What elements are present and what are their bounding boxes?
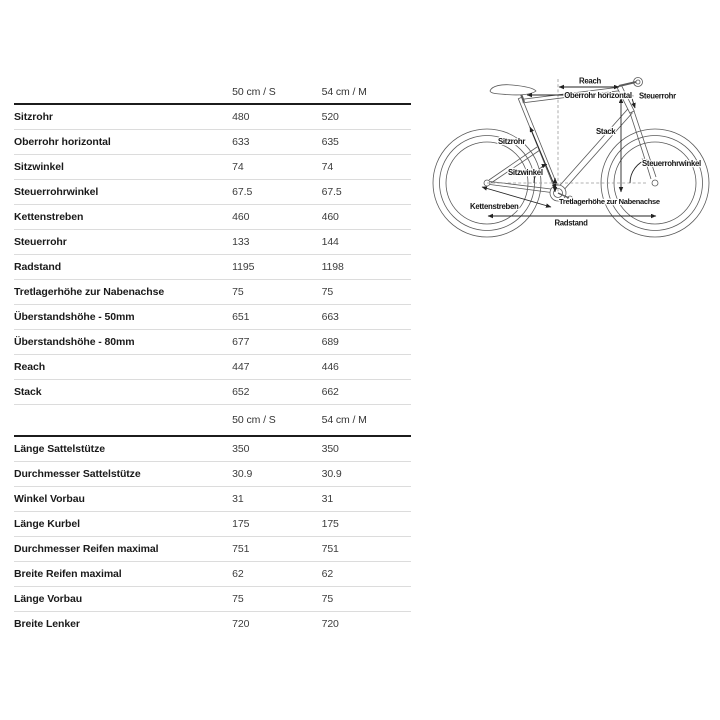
row-value-m: 520 — [321, 111, 339, 123]
row-label: Länge Kurbel — [14, 518, 80, 530]
row-value-s: 677 — [232, 336, 250, 348]
row-value-m: 31 — [321, 493, 334, 505]
row-value-s: 651 — [232, 311, 250, 323]
row-label: Reach — [14, 361, 46, 373]
table-row — [14, 280, 411, 305]
bike-geometry-diagram — [430, 70, 720, 250]
sitzwinkel-label: Sitzwinkel — [508, 168, 543, 177]
row-value-s: 447 — [232, 361, 250, 373]
row-value-m: 635 — [321, 136, 339, 148]
column-header-size-s: 50 cm / S — [232, 86, 276, 98]
row-value-m: 75 — [321, 593, 334, 605]
row-label: Länge Vorbau — [14, 593, 83, 605]
row-value-m: 30.9 — [321, 468, 342, 480]
column-header-size-m: 54 cm / M — [321, 414, 367, 426]
table-row — [14, 512, 411, 537]
row-value-s: 31 — [232, 493, 244, 505]
row-value-s: 720 — [232, 618, 250, 630]
row-value-s: 633 — [232, 136, 250, 148]
row-label: Durchmesser Reifen maximal — [14, 543, 159, 555]
row-value-s: 62 — [232, 568, 244, 580]
row-value-s: 30.9 — [232, 468, 253, 480]
table-row — [14, 205, 411, 230]
row-value-m: 662 — [321, 386, 339, 398]
row-label: Breite Lenker — [14, 618, 80, 630]
row-label: Tretlagerhöhe zur Nabenachse — [14, 286, 165, 298]
radstand-label: Radstand — [554, 218, 588, 228]
row-value-s: 67.5 — [232, 186, 253, 198]
row-label: Kettenstreben — [14, 211, 84, 223]
row-value-m: 74 — [321, 161, 334, 173]
row-value-m: 460 — [321, 211, 339, 223]
table-row — [14, 355, 411, 380]
column-header-size-s: 50 cm / S — [232, 414, 276, 426]
table-row — [14, 105, 411, 130]
row-value-m: 689 — [321, 336, 339, 348]
table-row — [14, 487, 411, 512]
dimension-labels — [470, 77, 701, 228]
row-value-m: 751 — [321, 543, 339, 555]
row-value-s: 652 — [232, 386, 250, 398]
row-label: Sitzrohr — [14, 111, 53, 123]
table-row — [14, 180, 411, 205]
table-row — [14, 437, 411, 462]
table-row — [14, 130, 411, 155]
row-value-s: 74 — [232, 161, 244, 173]
row-label: Sitzwinkel — [14, 161, 64, 173]
row-value-m: 175 — [321, 518, 339, 530]
table-header-row — [14, 405, 411, 437]
row-value-s: 133 — [232, 236, 250, 248]
steuerrohrwinkel-label: Steuerrohrwinkel — [642, 159, 701, 168]
row-value-m: 1198 — [321, 261, 344, 273]
table-row — [14, 537, 411, 562]
row-label: Überstandshöhe - 80mm — [14, 336, 135, 348]
row-value-s: 75 — [232, 286, 244, 298]
saddle — [490, 85, 536, 95]
row-value-s: 460 — [232, 211, 250, 223]
table-row — [14, 587, 411, 612]
row-label: Überstandshöhe - 50mm — [14, 311, 135, 323]
row-value-m: 67.5 — [321, 186, 342, 198]
table-row — [14, 612, 411, 636]
row-label: Stack — [14, 386, 42, 398]
row-value-s: 480 — [232, 111, 250, 123]
table-section — [14, 81, 411, 405]
kettenstreben-label: Kettenstreben — [470, 202, 519, 211]
row-value-m: 350 — [321, 443, 339, 455]
table-row — [14, 380, 411, 405]
table-rows — [14, 437, 411, 636]
reach-label: Reach — [579, 76, 601, 86]
row-value-s: 1195 — [232, 261, 255, 273]
row-value-m: 144 — [321, 236, 339, 248]
row-label: Oberrohr horizontal — [14, 136, 111, 148]
row-label: Breite Reifen maximal — [14, 568, 122, 580]
sitzrohr-label: Sitzrohr — [498, 137, 526, 146]
row-label: Steuerrohrwinkel — [14, 186, 99, 198]
column-header-size-m: 54 cm / M — [321, 86, 367, 98]
table-row — [14, 462, 411, 487]
row-value-m: 720 — [321, 618, 339, 630]
table-row — [14, 155, 411, 180]
row-label: Länge Sattelstütze — [14, 443, 105, 455]
oberrohr-label: Oberrohr horizontal — [564, 90, 632, 100]
row-value-s: 175 — [232, 518, 250, 530]
geometry-table — [14, 81, 411, 636]
steuerrohr-label: Steuerrohr — [639, 91, 676, 101]
table-row — [14, 330, 411, 355]
table-row — [14, 255, 411, 280]
tretlagerhoehe-label: Tretlagerhöhe zur Nabenachse — [559, 197, 660, 206]
row-value-m: 446 — [321, 361, 339, 373]
row-label: Durchmesser Sattelstütze — [14, 468, 141, 480]
table-row — [14, 305, 411, 330]
row-label: Winkel Vorbau — [14, 493, 85, 505]
row-value-s: 75 — [232, 593, 244, 605]
table-row — [14, 230, 411, 255]
row-value-m: 663 — [321, 311, 339, 323]
table-header-row — [14, 81, 411, 105]
row-value-m: 75 — [321, 286, 334, 298]
row-label: Radstand — [14, 261, 62, 273]
row-value-s: 350 — [232, 443, 250, 455]
stack-label: Stack — [596, 127, 616, 136]
table-section — [14, 405, 411, 636]
row-label: Steuerrohr — [14, 236, 67, 248]
table-rows — [14, 105, 411, 405]
row-value-m: 62 — [321, 568, 334, 580]
table-row — [14, 562, 411, 587]
row-value-s: 751 — [232, 543, 250, 555]
